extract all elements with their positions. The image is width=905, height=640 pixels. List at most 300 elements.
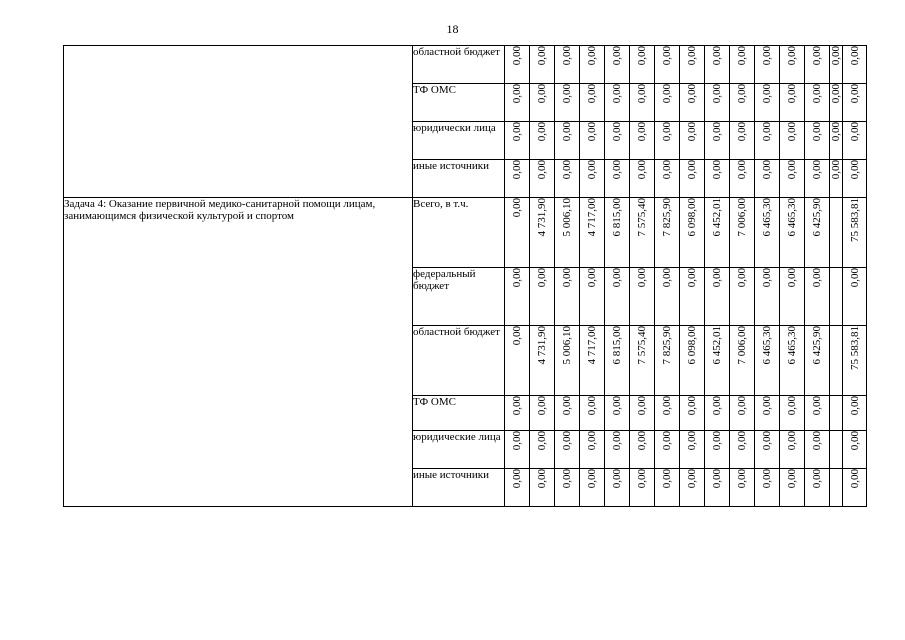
value-cell [605, 469, 630, 507]
value-text: 0,00 [811, 84, 823, 104]
value-cell [505, 268, 530, 326]
funding-source-cell: юридически лица [413, 122, 505, 160]
value-text: 0,00 [561, 46, 573, 66]
value-cell [830, 469, 843, 507]
value-cell [580, 46, 605, 84]
value-cell [730, 431, 755, 469]
value-text: 0,00 [561, 469, 573, 489]
value-cell [555, 198, 580, 268]
value-text: 0,00 [761, 431, 773, 451]
value-text: 0,00 [811, 469, 823, 489]
value-cell [580, 160, 605, 198]
value-text: 0,00 [536, 46, 548, 66]
value-cell [655, 396, 680, 431]
value-cell [705, 160, 730, 198]
funding-source-cell: юридические лица [413, 431, 505, 469]
value-text: 0,00 [736, 46, 748, 66]
value-text: 0,00 [611, 122, 623, 142]
value-text: 6 425,90 [811, 326, 823, 365]
value-text: 0,00 [661, 46, 673, 66]
value-cell [555, 122, 580, 160]
value-cell [843, 84, 867, 122]
value-text: 0,00 [511, 469, 523, 489]
value-text: 0,00 [686, 122, 698, 142]
value-cell [780, 160, 805, 198]
value-text: 0,00 [848, 431, 861, 451]
value-cell [655, 268, 680, 326]
value-cell [843, 469, 867, 507]
value-cell [843, 122, 867, 160]
value-cell [680, 46, 705, 84]
value-text: 0,00 [761, 396, 773, 416]
value-cell [555, 469, 580, 507]
value-cell [830, 431, 843, 469]
value-cell [830, 46, 843, 84]
value-cell [830, 84, 843, 122]
value-cell [555, 431, 580, 469]
value-text: 0,00 [811, 431, 823, 451]
value-text: 0,00 [761, 84, 773, 104]
value-cell [505, 160, 530, 198]
value-cell [705, 46, 730, 84]
value-text: 0,00 [830, 46, 842, 66]
value-cell [580, 431, 605, 469]
value-text: 0,00 [786, 160, 798, 180]
value-text: 7 006,00 [736, 326, 748, 365]
value-text: 0,00 [661, 431, 673, 451]
value-text: 0,00 [848, 160, 861, 180]
value-text: 0,00 [561, 396, 573, 416]
value-cell [843, 396, 867, 431]
value-cell [830, 268, 843, 326]
value-cell [630, 268, 655, 326]
value-text: 0,00 [761, 122, 773, 142]
value-cell [630, 160, 655, 198]
value-text: 0,00 [686, 46, 698, 66]
value-text: 0,00 [711, 431, 723, 451]
value-text: 75 583,81 [848, 198, 861, 242]
value-text: 6 425,90 [811, 198, 823, 237]
value-text: 0,00 [611, 160, 623, 180]
value-cell [505, 431, 530, 469]
value-text: 0,00 [511, 396, 523, 416]
value-cell [630, 396, 655, 431]
value-text: 0,00 [561, 122, 573, 142]
funding-source-cell: областной бюджет [413, 46, 505, 84]
value-cell [680, 469, 705, 507]
value-cell [755, 326, 780, 396]
value-text: 0,00 [786, 431, 798, 451]
value-cell [505, 326, 530, 396]
value-text: 0,00 [686, 160, 698, 180]
funding-source-cell: Всего, в т.ч. [413, 198, 505, 268]
value-text: 0,00 [536, 122, 548, 142]
value-text: 0,00 [586, 396, 598, 416]
value-cell [730, 122, 755, 160]
value-cell [805, 268, 830, 326]
value-cell [505, 198, 530, 268]
funding-source-cell: иные источники [413, 160, 505, 198]
value-cell [805, 46, 830, 84]
value-text: 0,00 [511, 84, 523, 104]
value-text: 0,00 [848, 268, 861, 288]
value-text: 0,00 [511, 46, 523, 66]
value-cell [555, 268, 580, 326]
value-cell [530, 46, 555, 84]
value-cell [843, 326, 867, 396]
value-text: 0,00 [586, 469, 598, 489]
value-cell [505, 46, 530, 84]
value-cell [805, 396, 830, 431]
value-text: 0,00 [761, 46, 773, 66]
value-text: 0,00 [511, 268, 523, 288]
value-text: 0,00 [711, 160, 723, 180]
value-text: 0,00 [636, 469, 648, 489]
value-cell [605, 198, 630, 268]
value-cell [805, 160, 830, 198]
value-cell [730, 469, 755, 507]
value-cell [755, 122, 780, 160]
value-cell [630, 122, 655, 160]
budget-table [63, 45, 867, 507]
value-cell [555, 326, 580, 396]
value-text: 0,00 [848, 46, 861, 66]
value-text: 0,00 [830, 160, 842, 180]
value-text: 0,00 [711, 268, 723, 288]
value-text: 0,00 [511, 198, 523, 218]
value-cell [730, 396, 755, 431]
value-cell [755, 198, 780, 268]
value-cell [555, 46, 580, 84]
value-text: 7 575,40 [636, 326, 648, 365]
value-cell [530, 469, 555, 507]
value-cell [530, 84, 555, 122]
value-text: 6 452,01 [711, 198, 723, 237]
value-cell [530, 122, 555, 160]
value-text: 0,00 [611, 431, 623, 451]
value-text: 0,00 [611, 396, 623, 416]
value-text: 0,00 [786, 122, 798, 142]
value-cell [530, 431, 555, 469]
value-cell [655, 469, 680, 507]
value-cell [830, 160, 843, 198]
value-cell [705, 396, 730, 431]
value-text: 0,00 [736, 396, 748, 416]
value-cell [730, 268, 755, 326]
value-cell [780, 84, 805, 122]
value-text: 0,00 [586, 268, 598, 288]
value-text: 0,00 [536, 469, 548, 489]
value-text: 0,00 [636, 84, 648, 104]
value-cell [580, 122, 605, 160]
value-text: 0,00 [686, 431, 698, 451]
funding-source-cell: иные источники [413, 469, 505, 507]
value-cell [830, 396, 843, 431]
value-text: 0,00 [811, 268, 823, 288]
table-row [64, 46, 867, 84]
value-text: 0,00 [711, 46, 723, 66]
value-cell [805, 326, 830, 396]
value-text: 0,00 [536, 396, 548, 416]
value-cell [705, 122, 730, 160]
value-text: 4 717,00 [586, 326, 598, 365]
value-cell [680, 122, 705, 160]
value-text: 0,00 [761, 469, 773, 489]
value-cell [843, 46, 867, 84]
value-cell [630, 84, 655, 122]
value-text: 0,00 [830, 84, 842, 104]
value-cell [780, 469, 805, 507]
value-cell [780, 198, 805, 268]
value-text: 5 006,10 [561, 326, 573, 365]
value-cell [680, 431, 705, 469]
value-text: 0,00 [811, 160, 823, 180]
value-cell [755, 431, 780, 469]
value-text: 0,00 [761, 160, 773, 180]
value-text: 0,00 [736, 84, 748, 104]
value-cell [730, 326, 755, 396]
value-cell [655, 46, 680, 84]
value-text: 0,00 [636, 396, 648, 416]
value-text: 0,00 [736, 469, 748, 489]
value-cell [730, 160, 755, 198]
value-text: 6 452,01 [711, 326, 723, 365]
value-cell [843, 268, 867, 326]
value-text: 4 731,90 [536, 326, 548, 365]
value-cell [805, 122, 830, 160]
value-cell [505, 84, 530, 122]
value-text: 0,00 [661, 469, 673, 489]
value-text: 0,00 [661, 84, 673, 104]
value-cell [580, 268, 605, 326]
value-cell [780, 122, 805, 160]
value-cell [780, 396, 805, 431]
value-text: 0,00 [536, 431, 548, 451]
table-row [64, 198, 867, 268]
value-cell [630, 431, 655, 469]
value-text: 0,00 [711, 84, 723, 104]
value-text: 0,00 [586, 160, 598, 180]
value-cell [780, 431, 805, 469]
value-text: 0,00 [830, 122, 842, 142]
value-text: 0,00 [561, 431, 573, 451]
value-cell [555, 84, 580, 122]
value-text: 0,00 [611, 268, 623, 288]
value-text: 0,00 [586, 84, 598, 104]
value-cell [843, 431, 867, 469]
value-cell [780, 46, 805, 84]
value-cell [655, 122, 680, 160]
value-text: 4 717,00 [586, 198, 598, 237]
value-text: 0,00 [636, 122, 648, 142]
value-cell [805, 84, 830, 122]
value-cell [755, 84, 780, 122]
value-text: 0,00 [561, 84, 573, 104]
value-cell [655, 198, 680, 268]
value-cell [605, 326, 630, 396]
value-cell [505, 469, 530, 507]
value-text: 0,00 [661, 268, 673, 288]
value-text: 0,00 [736, 431, 748, 451]
value-text: 0,00 [586, 46, 598, 66]
value-text: 0,00 [661, 160, 673, 180]
table-body [64, 46, 867, 507]
value-text: 0,00 [711, 469, 723, 489]
value-cell [530, 160, 555, 198]
value-text: 0,00 [848, 396, 861, 416]
value-text: 7 575,40 [636, 198, 648, 237]
value-cell [630, 326, 655, 396]
funding-source-cell: областной бюджет [413, 326, 505, 396]
value-cell [580, 469, 605, 507]
value-cell [755, 46, 780, 84]
value-text: 0,00 [536, 160, 548, 180]
value-text: 0,00 [686, 268, 698, 288]
value-text: 6 465,30 [761, 326, 773, 365]
value-text: 0,00 [511, 431, 523, 451]
value-cell [830, 326, 843, 396]
value-cell [580, 396, 605, 431]
value-cell [680, 268, 705, 326]
value-text: 0,00 [561, 268, 573, 288]
value-text: 6 815,00 [611, 326, 623, 365]
value-cell [830, 122, 843, 160]
value-cell [655, 431, 680, 469]
value-cell [830, 198, 843, 268]
value-cell [630, 198, 655, 268]
task-cell [64, 46, 413, 198]
value-text: 6 815,00 [611, 198, 623, 237]
value-cell [705, 431, 730, 469]
value-text: 0,00 [561, 160, 573, 180]
value-text: 0,00 [786, 268, 798, 288]
value-cell [530, 198, 555, 268]
value-cell [805, 431, 830, 469]
value-text: 6 465,30 [761, 198, 773, 237]
value-cell [755, 396, 780, 431]
value-text: 0,00 [511, 326, 523, 346]
value-text: 6 465,30 [786, 198, 798, 237]
value-text: 0,00 [611, 469, 623, 489]
page-number: 18 [446, 22, 459, 36]
task-cell: Задача 4: Оказание первичной медико-санитарной помощи лицам, занимающимся физической культурой и спортом [64, 198, 413, 507]
value-cell [730, 198, 755, 268]
value-text: 0,00 [811, 396, 823, 416]
value-text: 5 006,10 [561, 198, 573, 237]
value-cell [680, 84, 705, 122]
value-cell [605, 46, 630, 84]
value-cell [805, 469, 830, 507]
value-text: 0,00 [586, 431, 598, 451]
value-text: 0,00 [786, 469, 798, 489]
value-cell [630, 46, 655, 84]
value-cell [555, 160, 580, 198]
value-text: 0,00 [636, 160, 648, 180]
value-cell [705, 198, 730, 268]
value-cell [780, 268, 805, 326]
value-text: 0,00 [611, 84, 623, 104]
value-text: 0,00 [686, 469, 698, 489]
value-text: 0,00 [811, 46, 823, 66]
value-cell [755, 160, 780, 198]
value-text: 0,00 [848, 84, 861, 104]
value-text: 7 006,00 [736, 198, 748, 237]
value-cell [680, 396, 705, 431]
value-text: 0,00 [686, 396, 698, 416]
value-text: 0,00 [636, 431, 648, 451]
value-text: 0,00 [686, 84, 698, 104]
funding-source-cell: федеральный бюджет [413, 268, 505, 326]
value-text: 4 731,90 [536, 198, 548, 237]
value-text: 0,00 [786, 84, 798, 104]
value-text: 0,00 [511, 122, 523, 142]
value-text: 0,00 [711, 396, 723, 416]
value-text: 7 825,90 [661, 198, 673, 237]
value-cell [843, 160, 867, 198]
value-cell [505, 396, 530, 431]
value-cell [755, 268, 780, 326]
value-cell [843, 198, 867, 268]
value-text: 0,00 [661, 122, 673, 142]
value-cell [755, 469, 780, 507]
value-text: 0,00 [736, 268, 748, 288]
value-text: 7 825,90 [661, 326, 673, 365]
value-text: 6 098,00 [686, 198, 698, 237]
value-cell [655, 160, 680, 198]
value-cell [605, 160, 630, 198]
value-cell [630, 469, 655, 507]
value-cell [555, 396, 580, 431]
value-cell [530, 326, 555, 396]
value-cell [730, 84, 755, 122]
value-text: 0,00 [536, 84, 548, 104]
value-cell [605, 122, 630, 160]
value-text: 0,00 [811, 122, 823, 142]
value-text: 0,00 [536, 268, 548, 288]
value-cell [705, 268, 730, 326]
value-cell [605, 431, 630, 469]
value-cell [730, 46, 755, 84]
value-text: 75 583,81 [848, 326, 861, 370]
value-text: 0,00 [848, 469, 861, 489]
value-cell [680, 198, 705, 268]
value-text: 0,00 [786, 46, 798, 66]
value-text: 0,00 [711, 122, 723, 142]
value-cell [530, 268, 555, 326]
value-text: 0,00 [586, 122, 598, 142]
value-text: 0,00 [761, 268, 773, 288]
value-text: 6 465,30 [786, 326, 798, 365]
value-cell [655, 326, 680, 396]
value-cell [530, 396, 555, 431]
value-cell [655, 84, 680, 122]
value-cell [605, 396, 630, 431]
value-cell [580, 84, 605, 122]
value-text: 0,00 [611, 46, 623, 66]
value-text: 0,00 [636, 268, 648, 288]
value-cell [780, 326, 805, 396]
value-cell [605, 268, 630, 326]
value-cell [705, 469, 730, 507]
value-cell [805, 198, 830, 268]
value-text: 0,00 [786, 396, 798, 416]
value-text: 6 098,00 [686, 326, 698, 365]
value-text: 0,00 [736, 122, 748, 142]
value-text: 0,00 [636, 46, 648, 66]
funding-source-cell: ТФ ОМС [413, 84, 505, 122]
value-cell [705, 326, 730, 396]
value-cell [505, 122, 530, 160]
